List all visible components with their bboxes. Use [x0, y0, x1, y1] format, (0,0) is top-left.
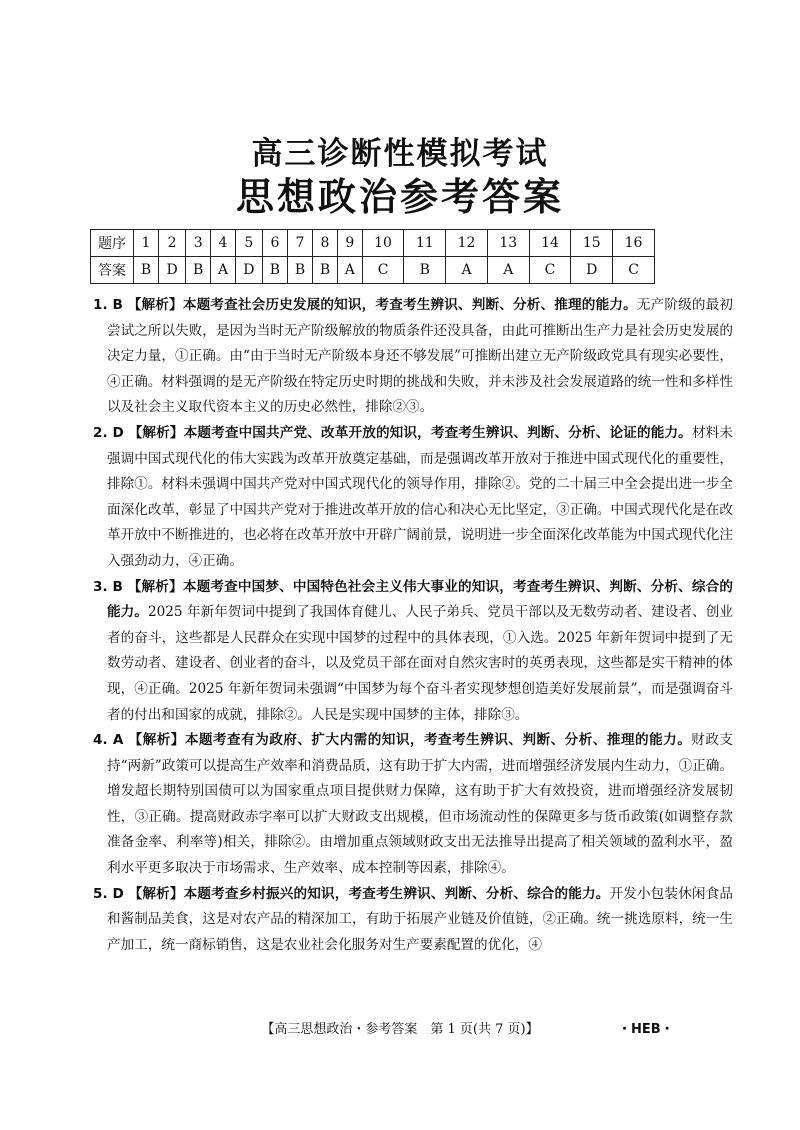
explanation-item [93, 293, 733, 421]
answer-cell: D [235, 257, 262, 284]
answer-cell: D [571, 257, 613, 284]
answer-cell: C [362, 257, 404, 284]
explanation-item [93, 421, 733, 575]
question-number-cell: 15 [571, 230, 613, 257]
explanation-body: 无产阶级的最初尝试之所以失败，是因为当时无产阶级解放的物质条件还没具备，由此可推断出生产力是社会历史发展的决定力量，①正确。由“由于当时无产阶级本身还不够发展”可推断出建立无产阶级政党具有现实必要性，④正确。材料强调的是无产阶级在特定历史时期的挑战和失败，并未涉及社会发展道路的统一性和多样性以及社会主义取代资本主义的历史必然性，排除②③。 [107, 297, 734, 416]
question-number-cell: 1 [134, 230, 159, 257]
answer-table [90, 229, 655, 284]
page-subtitle: 思想政治参考答案 [235, 175, 564, 219]
answer-table-answer-row [91, 257, 655, 284]
footer-code: ・HEB・ [618, 1022, 674, 1037]
answer-cell: B [134, 257, 159, 284]
answer-cell: B [287, 257, 312, 284]
explanation-paragraph [93, 575, 733, 729]
question-number-cell: 13 [487, 230, 529, 257]
question-number-cell: 16 [613, 230, 655, 257]
question-number-cell: 8 [313, 230, 338, 257]
answer-cell: B [313, 257, 338, 284]
question-number-cell: 12 [446, 230, 488, 257]
answer-cell: C [529, 257, 571, 284]
explanation-heading: 2. D 【解析】本题考查中国共产党、改革开放的知识，考查考生辨识、判断、分析、论证的能力。 [93, 424, 692, 441]
question-number-cell: 9 [338, 230, 363, 257]
question-number-cell: 10 [362, 230, 404, 257]
page-footer [0, 1018, 800, 1037]
question-number-cell: 4 [211, 230, 236, 257]
answer-cell: A [211, 257, 236, 284]
explanation-paragraph [93, 728, 733, 882]
question-number-cell: 6 [262, 230, 287, 257]
explanation-body: 材料未强调中国式现代化的伟大实践为改革开放奠定基础，而是强调改革开放对于推进中国式现代化的重要性，排除①。材料未强调中国共产党对中国式现代化的领导作用，排除②。党的二十届三中全会提出进一步全面深化改革，彰显了中国共产党对于推进改革开放的信心和决心无比坚定，③正确。中国式现代化是在改革开放中不断推进的，也必将在改革开放中开辟广阔前景，说明进一步全面深化改革能为中国式现代化注入强劲动力，④正确。 [107, 424, 734, 569]
explanation-item [93, 882, 733, 959]
number-row-label: 题序 [91, 230, 134, 257]
answer-cell: A [338, 257, 363, 284]
footer-page-info: 【高三思想政治・参考答案 第 1 页(共 7 页)】 [261, 1022, 539, 1037]
explanation-paragraph [93, 421, 733, 575]
explanation-paragraph [93, 882, 733, 959]
explanation-item [93, 728, 733, 882]
explanation-paragraph [93, 293, 733, 421]
explanation-body: 财政支持“两新”政策可以提高生产效率和消费品质，这有助于扩大内需，进而增强经济发展内生动力，①正确。增发超长期特别国债可以为国家重点项目提供财力保障，这有助于扩大有效投资，进而增强经济发展韧性，③正确。提高财政赤字率可以扩大财政支出规模，但市场流动性的保障更多与货币政策(如调整存款准备金率、利率等)相关，排除②。由增加重点领域财政支出无法推导出提高了相关领域的盈利水平，盈利水平更多取决于市场需求、生产效率、成本控制等因素，排除④。 [107, 732, 734, 877]
explanation-heading: 1. B 【解析】本题考查社会历史发展的知识，考查考生辨识、判断、分析、推理的能力。 [93, 297, 637, 313]
answer-cell: B [262, 257, 287, 284]
explanation-body: 开发小包装休闲食品和酱制品美食，这是对农产品的精深加工，有助于拓展产业链及价值链，②正确。统一挑选原料，统一生产加工，统一商标销售，这是农业社会化服务对生产要素配置的优化，④ [107, 885, 733, 953]
explanations [93, 293, 733, 958]
answer-cell: A [487, 257, 529, 284]
answer-cell: A [446, 257, 488, 284]
explanation-heading: 3. B 【解析】本题考查中国梦、中国特色社会主义伟大事业的知识，考查考生辨识、判断、分析、综合的能力。 [93, 578, 733, 621]
question-number-cell: 3 [186, 230, 211, 257]
answer-cell: B [404, 257, 446, 284]
answer-cell: B [186, 257, 211, 284]
explanation-heading: 5. D 【解析】本题考查乡村振兴的知识，考查考生辨识、判断、分析、综合的能力。 [93, 885, 610, 902]
question-number-cell: 11 [404, 230, 446, 257]
page-title: 高三诊断性模拟考试 [251, 136, 549, 172]
answer-cell: C [613, 257, 655, 284]
question-number-cell: 2 [159, 230, 186, 257]
question-number-cell: 5 [235, 230, 262, 257]
explanation-item [93, 575, 733, 729]
explanation-body: 2025 年新年贺词中提到了我国体育健儿、人民子弟兵、党员干部以及无数劳动者、建设者、创业者的奋斗，这些都是人民群众在实现中国梦的过程中的具体表现，①入选。2025 年新年贺词中提到了无数劳动者、建设者、创业者的奋斗，以及党员干部在面对自然灾害时的英勇表现，这些都是实干精神的体现，④正确。2025 年新年贺词未强调“中国梦为每个奋斗者实现梦想创造美好发展前景”，而是强调奋斗者的付出和国家的成就，排除②。人民是实现中国梦的主体，排除③。 [107, 604, 734, 723]
explanation-heading: 4. A 【解析】本题考查有为政府、扩大内需的知识，考查考生辨识、判断、分析、推理的能力。 [93, 732, 692, 749]
answer-cell: D [159, 257, 186, 284]
answer-table-number-row [91, 230, 655, 257]
question-number-cell: 7 [287, 230, 312, 257]
answer-row-label: 答案 [91, 257, 134, 284]
question-number-cell: 14 [529, 230, 571, 257]
